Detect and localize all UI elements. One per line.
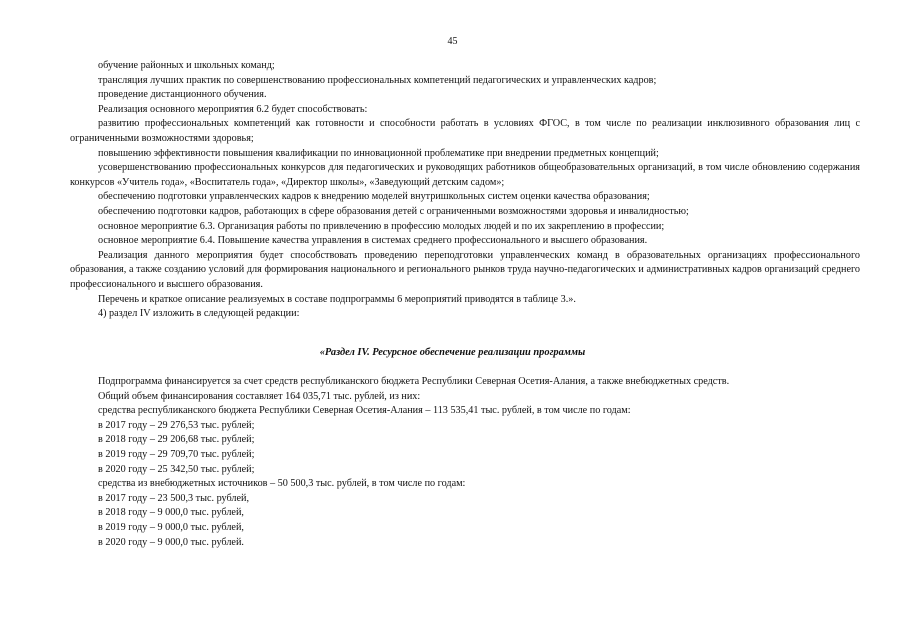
- paragraph: в 2019 году – 29 709,70 тыс. рублей;: [98, 448, 255, 460]
- paragraph: повышению эффективности повышения квалификации по инновационной проблематике при внедрении предметных концепций;: [98, 147, 659, 159]
- paragraph: в 2020 году – 25 342,50 тыс. рублей;: [98, 463, 255, 475]
- paragraph: в 2018 году – 9 000,0 тыс. рублей,: [98, 507, 244, 519]
- paragraph: в 2017 году – 29 276,53 тыс. рублей;: [98, 419, 255, 431]
- paragraph: Общий объем финансирования составляет 164 035,71 тыс. рублей, из них:: [98, 390, 421, 402]
- section-title: «Раздел IV. Ресурсное обеспечение реализации программы: [319, 347, 586, 358]
- paragraph: обучение районных и школьных команд;: [98, 60, 275, 71]
- paragraph: Перечень и краткое описание реализуемых в составе подпрограммы 6 мероприятий приводятся в таблице 3.».: [98, 293, 576, 305]
- page-number: 45: [447, 36, 458, 47]
- paragraph: Реализация данного мероприятия будет способствовать проведению переподготовки управленческих команд в образовательных организациях профессионального образования, а также созданию условий для формирования национального и регионального рынков труда научно-педагогических и административных кадров организаций среднего профессионального и высшего образования.: [70, 249, 860, 290]
- paragraph: обеспечению подготовки управленческих кадров к внедрению моделей внутришкольных систем оценки качества образования;: [98, 191, 650, 203]
- paragraph: 4) раздел IV изложить в следующей редакции:: [98, 308, 300, 320]
- body-text-top: [70, 59, 860, 322]
- paragraph: средства из внебюджетных источников – 50 500,3 тыс. рублей, в том числе по годам:: [98, 478, 466, 490]
- paragraph: в 2017 году – 23 500,3 тыс. рублей,: [98, 492, 250, 504]
- paragraph: средства республиканского бюджета Республики Северная Осетия-Алания – 113 535,41 тыс. рублей, в том числе по годам:: [98, 405, 631, 417]
- paragraph: обеспечению подготовки кадров, работающих в сфере образования детей с ограниченными возможностями здоровья и инвалидностью;: [98, 205, 689, 217]
- paragraph: Подпрограмма финансируется за счет средств республиканского бюджета Республики Северная Осетия-Алания, а также внебюджетных средств.: [98, 376, 730, 387]
- paragraph: в 2020 году – 9 000,0 тыс. рублей.: [98, 536, 244, 548]
- paragraph: Реализация основного мероприятия 6.2 будет способствовать:: [98, 103, 368, 115]
- paragraph: трансляция лучших практик по совершенствованию профессиональных компетенций педагогических и управленческих кадров;: [98, 74, 657, 86]
- paragraph: в 2019 году – 9 000,0 тыс. рублей,: [98, 521, 244, 533]
- paragraph: основное мероприятие 6.3. Организация работы по привлечению в профессию молодых людей и по их закреплению в профессии;: [98, 220, 665, 232]
- paragraph: развитию профессиональных компетенций как готовности и способности работать в условиях ФГОС, в том числе по реализации инклюзивного образования лиц с ограниченными возможностями здоровья;: [70, 118, 860, 144]
- body-text-bottom: [70, 375, 860, 550]
- paragraph: основное мероприятие 6.4. Повышение качества управления в системах среднего профессионального и высшего образования.: [98, 235, 648, 247]
- paragraph: в 2018 году – 29 206,68 тыс. рублей;: [98, 434, 255, 446]
- paragraph: проведение дистанционного обучения.: [98, 89, 267, 101]
- paragraph: усовершенствованию профессиональных конкурсов для педагогических и руководящих работников общеобразовательных организаций, в том числе обновлению содержания конкурсов «Учитель года», «Воспитатель года», «Директор школы», «Заведующий детским садом»;: [70, 162, 860, 188]
